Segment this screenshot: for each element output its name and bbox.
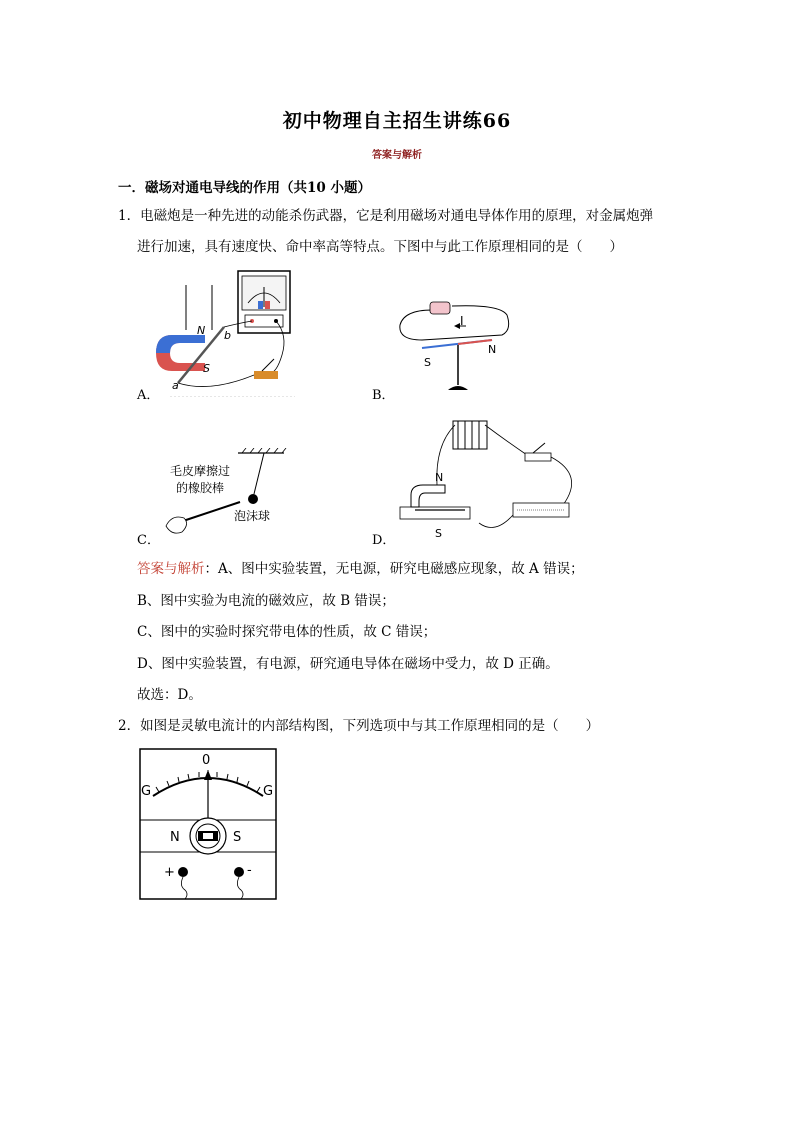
figure-c	[160, 448, 290, 538]
answer-a-text: ：A、图中实验装置，无电源，研究电磁感应现象，故 A 错误；	[204, 561, 584, 577]
label-a: a	[172, 379, 179, 392]
foam-ball	[248, 494, 258, 504]
option-b-label: B．	[372, 388, 395, 403]
label-n: N	[435, 471, 444, 484]
label-s: S	[435, 527, 442, 540]
label-rod-1: 毛皮摩擦过	[170, 464, 231, 478]
option-c-label: C．	[137, 533, 160, 548]
battery	[430, 302, 450, 314]
answer-line-a	[137, 560, 584, 578]
label-plus: +	[164, 865, 175, 880]
label-b: b	[224, 329, 231, 342]
label-s: S	[424, 356, 431, 369]
answer-line-c: C、图中的实验时探究带电体的性质，故 C 错误；	[137, 624, 437, 640]
label-i: I	[460, 314, 464, 328]
label-n: N	[488, 343, 497, 356]
figure-a	[150, 265, 300, 397]
label-s: S	[203, 362, 210, 375]
page-title: 初中物理自主招生讲练66	[282, 110, 512, 132]
figure-b	[392, 290, 522, 395]
answer-label: 答案与解析	[137, 561, 205, 577]
q1-stem-line1: 1．电磁炮是一种先进的动能杀伤武器，它是利用磁场对通电导体作用的原理，对金属炮弹	[118, 208, 654, 224]
horseshoe-magnet	[411, 485, 445, 507]
option-a-label: A．	[137, 388, 160, 403]
rubber-rod	[180, 502, 240, 522]
label-minus: -	[247, 863, 252, 878]
terminal-plus	[178, 867, 188, 877]
label-n: N	[197, 324, 206, 337]
hand	[166, 517, 187, 533]
option-d-label: D．	[372, 533, 396, 548]
q1-stem-line2: 进行加速，具有速度快、命中率高等特点。下图中与此工作原理相同的是（ ）	[137, 239, 623, 255]
switch	[525, 453, 551, 461]
q2-stem: 2．如图是灵敏电流计的内部结构图，下列选项中与其工作原理相同的是（ ）	[118, 718, 600, 734]
label-g-right: G	[263, 784, 274, 799]
label-ball: 泡沫球	[234, 509, 271, 523]
label-s: S	[233, 830, 242, 845]
q2-galvanometer-figure	[139, 748, 277, 900]
answer-line-d: D、图中实验装置，有电源，研究通电导体在磁场中受力，故 D 正确。	[137, 656, 559, 672]
switch	[254, 371, 278, 379]
label-g-left: G	[141, 784, 152, 799]
label-n: N	[170, 830, 180, 845]
section-heading: 一．磁场对通电导线的作用（共10 小题）	[118, 180, 371, 196]
figure-d	[395, 415, 595, 540]
thread	[254, 453, 264, 494]
answer-choice: 故选：D。	[137, 687, 202, 703]
label-rod-2: 的橡胶棒	[176, 481, 225, 495]
page-subtitle: 答案与解析	[372, 150, 422, 161]
label-zero: 0	[202, 753, 211, 768]
answer-line-b: B、图中实验为电流的磁效应，故 B 错误；	[137, 593, 395, 609]
terminal-minus	[234, 867, 244, 877]
